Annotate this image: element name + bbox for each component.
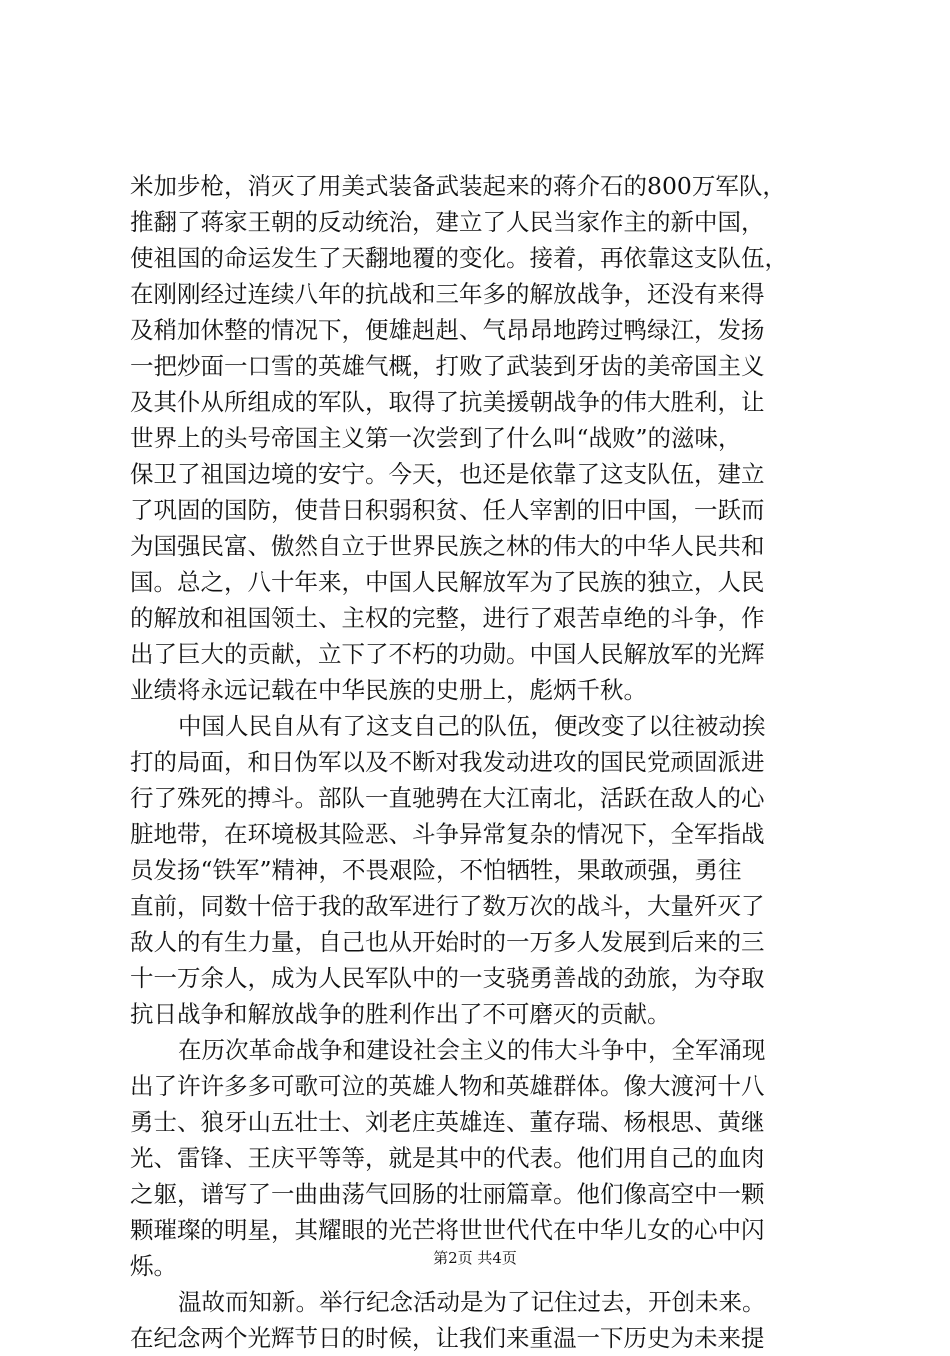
paragraph-line: 员发扬“铁军”精神，不畏艰险，不怕牺牲，果敢顽强，勇往 bbox=[130, 856, 742, 884]
paragraph-line: 脏地带，在环境极其险恶、斗争异常复杂的情况下，全军指战 bbox=[130, 820, 765, 848]
paragraph-line: 使祖国的命运发生了天翻地覆的变化。接着，再依靠这支队伍， bbox=[130, 244, 788, 272]
document-body bbox=[130, 168, 830, 1356]
paragraph-line: 行了殊死的搏斗。部队一直驰骋在大江南北，活跃在敌人的心 bbox=[130, 784, 765, 812]
paragraph-line: 之躯，谱写了一曲曲荡气回肠的壮丽篇章。他们像高空中一颗 bbox=[130, 1180, 765, 1208]
paragraph-line: 在历次革命战争和建设社会主义的伟大斗争中，全军涌现 bbox=[178, 1036, 766, 1064]
paragraph-line: 敌人的有生力量，自己也从开始时的一万多人发展到后来的三 bbox=[130, 928, 765, 956]
paragraph-line: 出了许许多多可歌可泣的英雄人物和英雄群体。像大渡河十八 bbox=[130, 1072, 765, 1100]
paragraph-line: 及其仆从所组成的军队，取得了抗美援朝战争的伟大胜利，让 bbox=[130, 388, 765, 416]
paragraph-line: 保卫了祖国边境的安宁。今天，也还是依靠了这支队伍，建立 bbox=[130, 460, 765, 488]
paragraph-line: 光、雷锋、王庆平等等，就是其中的代表。他们用自己的血肉 bbox=[130, 1144, 765, 1172]
paragraph-line: 的解放和祖国领土、主权的完整，进行了艰苦卓绝的斗争，作 bbox=[130, 604, 765, 632]
paragraph-line: 及稍加休整的情况下，便雄赳赳、气昂昂地跨过鸭绿江，发扬 bbox=[130, 316, 765, 344]
paragraph-line: 烁。 bbox=[130, 1252, 177, 1280]
paragraph-line: 温故而知新。举行纪念活动是为了记住过去，开创未来。 bbox=[178, 1288, 766, 1316]
paragraph-line: 一把炒面一口雪的英雄气概，打败了武装到牙齿的美帝国主义 bbox=[130, 352, 765, 380]
paragraph-line: 出了巨大的贡献，立下了不朽的功勋。中国人民解放军的光辉 bbox=[130, 640, 765, 668]
paragraph-line: 直前，同数十倍于我的敌军进行了数万次的战斗，大量歼灭了 bbox=[130, 892, 765, 920]
paragraph-line: 十一万余人，成为人民军队中的一支骁勇善战的劲旅，为夺取 bbox=[130, 964, 765, 992]
paragraph-line: 米加步枪，消灭了用美式装备武装起来的蒋介石的800万军队， bbox=[130, 172, 786, 200]
paragraph-line: 打的局面，和日伪军以及不断对我发动进攻的国民党顽固派进 bbox=[130, 748, 765, 776]
paragraph-line: 抗日战争和解放战争的胜利作出了不可磨灭的贡献。 bbox=[130, 1000, 671, 1028]
paragraph-line: 国。总之，八十年来，中国人民解放军为了民族的独立，人民 bbox=[130, 568, 765, 596]
paragraph-line: 为国强民富、傲然自立于世界民族之林的伟大的中华人民共和 bbox=[130, 532, 765, 560]
page-footer: 第2页 共4页 bbox=[433, 1249, 517, 1267]
paragraph-line: 在纪念两个光辉节日的时候，让我们来重温一下历史为未来提 bbox=[130, 1324, 765, 1352]
paragraph-line: 颗璀璨的明星，其耀眼的光芒将世世代代在中华儿女的心中闪 bbox=[130, 1216, 765, 1244]
paragraph-line: 了巩固的国防，使昔日积弱积贫、任人宰割的旧中国，一跃而 bbox=[130, 496, 765, 524]
paragraph-line: 中国人民自从有了这支自己的队伍，便改变了以往被动挨 bbox=[178, 712, 766, 740]
paragraph-line: 勇士、狼牙山五壮士、刘老庄英雄连、董存瑞、杨根思、黄继 bbox=[130, 1108, 765, 1136]
paragraph-line: 世界上的头号帝国主义第一次尝到了什么叫“战败”的滋味， bbox=[130, 424, 742, 452]
paragraph-line: 在刚刚经过连续八年的抗战和三年多的解放战争，还没有来得 bbox=[130, 280, 765, 308]
paragraph-line: 业绩将永远记载在中华民族的史册上，彪炳千秋。 bbox=[130, 676, 647, 704]
paragraph-line: 推翻了蒋家王朝的反动统治，建立了人民当家作主的新中国， bbox=[130, 208, 765, 236]
